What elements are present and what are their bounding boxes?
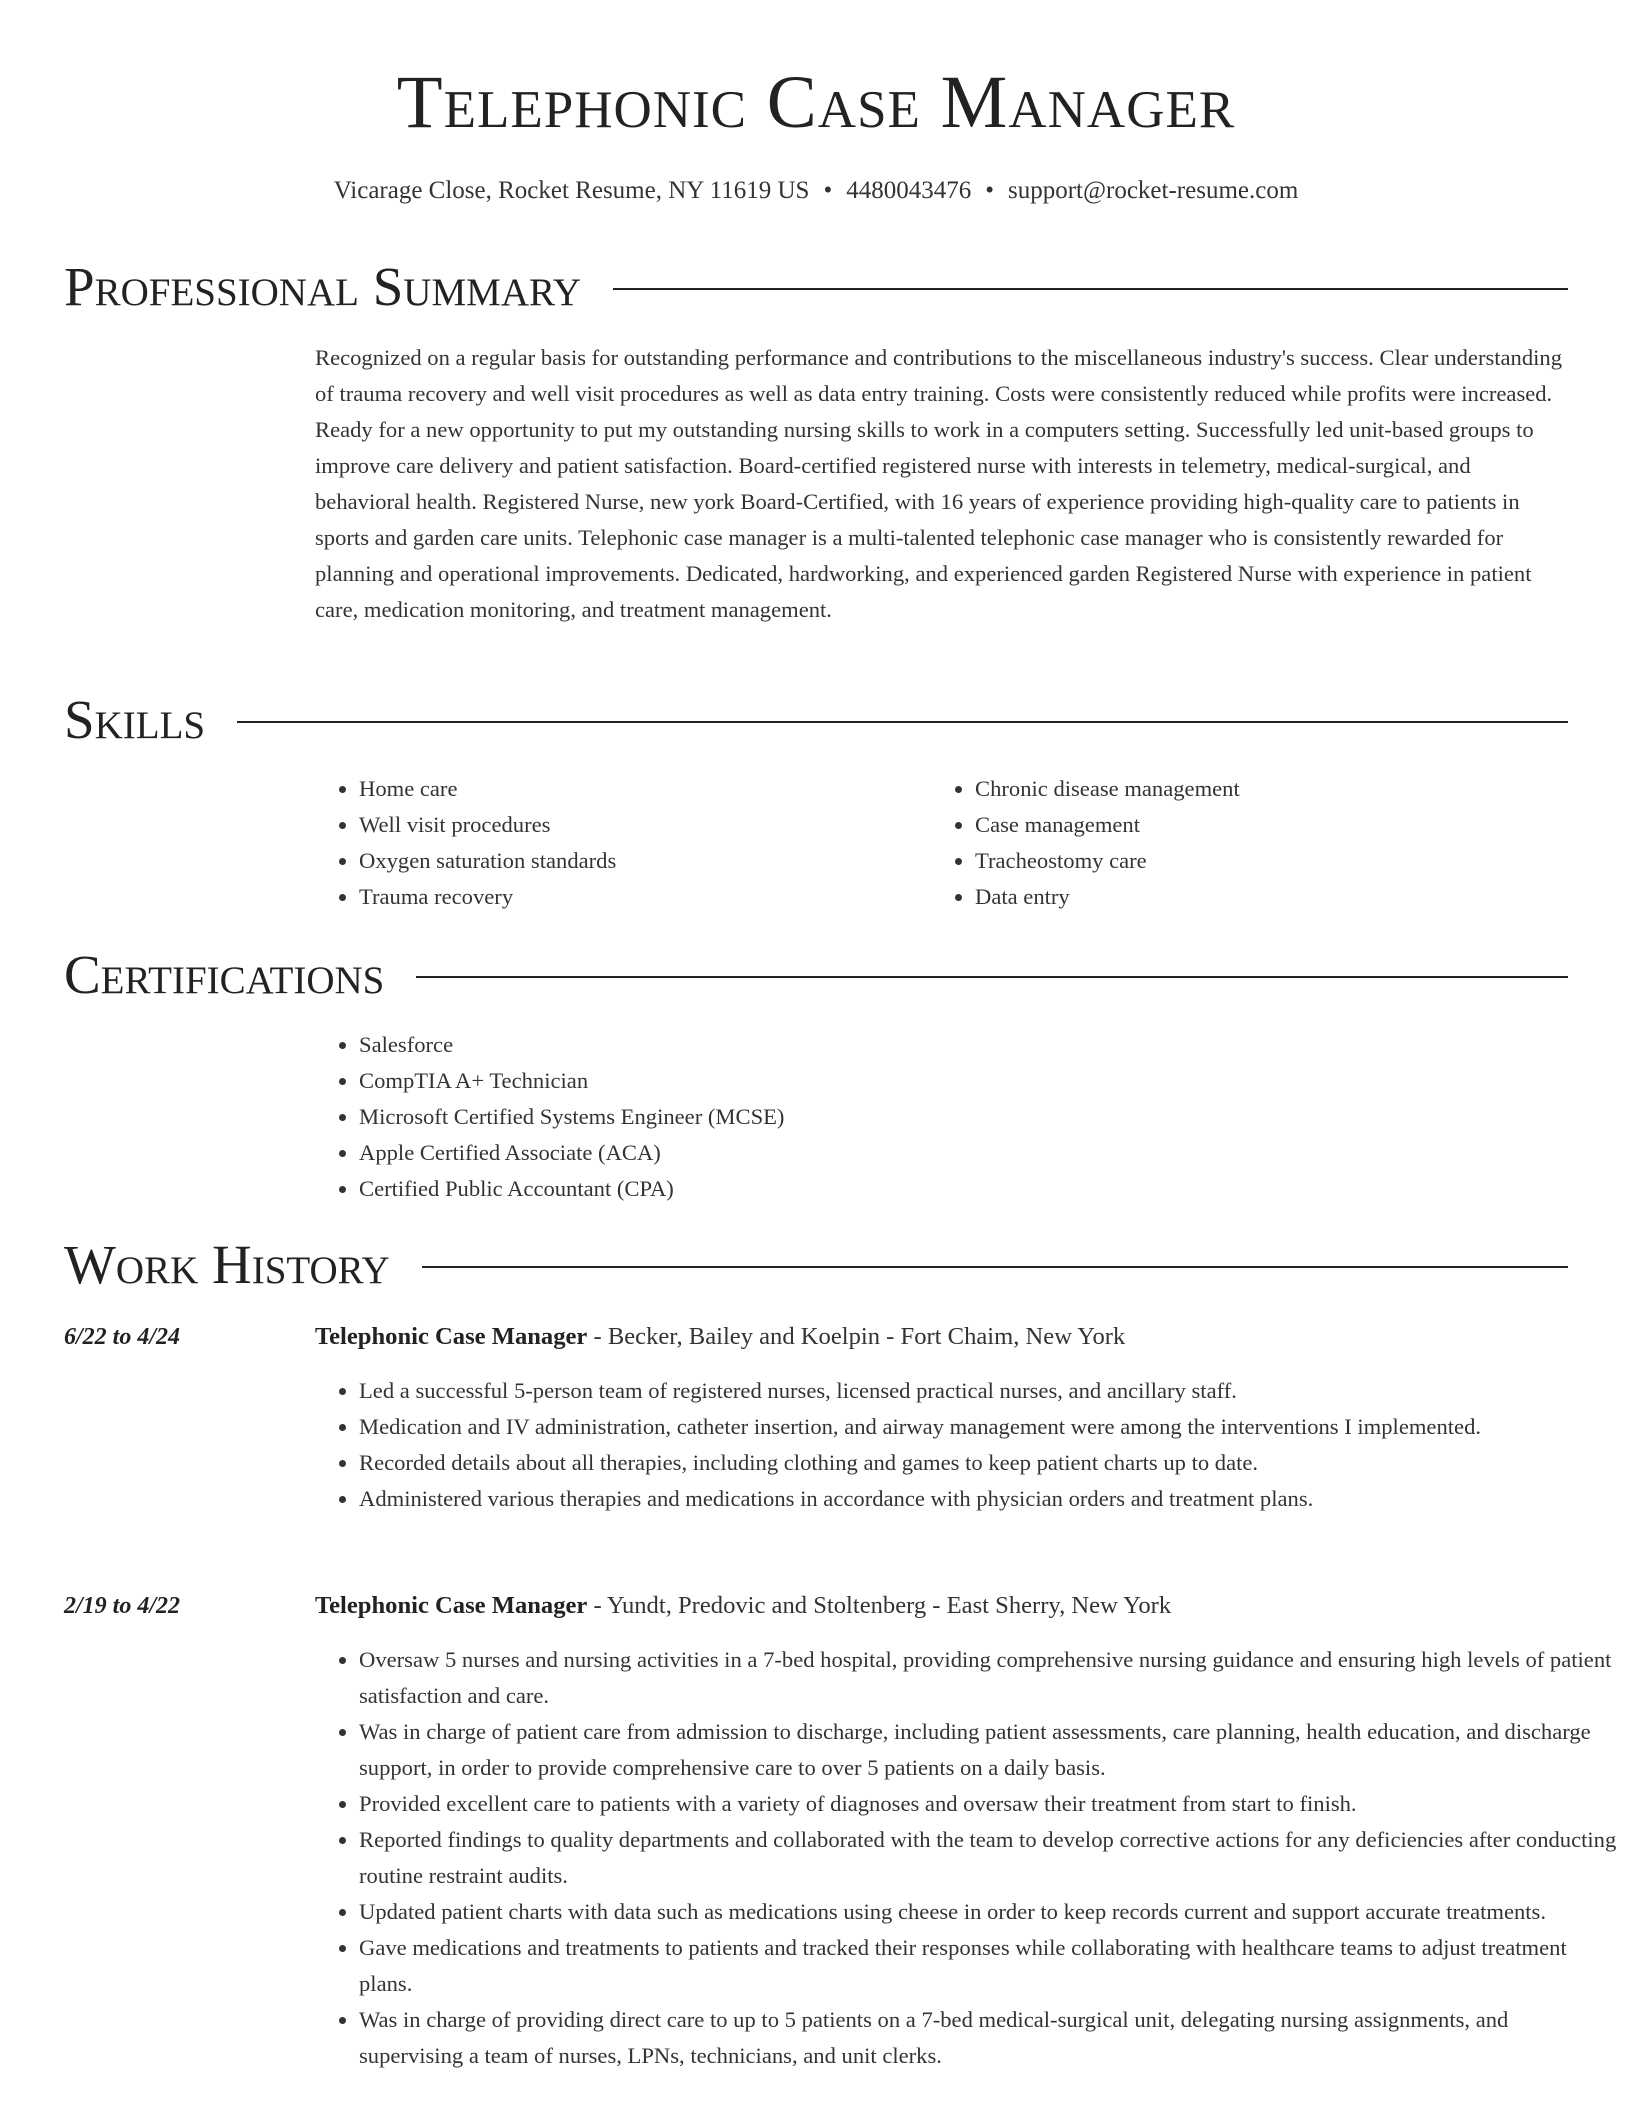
contact-separator: • [823, 177, 833, 204]
summary-text: Recognized on a regular basis for outstanding performance and contributions to the miscellaneous industry's success. Clear understanding of trauma recovery and well visit procedures as well as data entry training. Costs were consistently reduced while profits were increased. Ready for a new opportunity to put my outstanding nursing skills to work in a computers setting. Successfully led unit-based groups to improve care delivery and patient satisfaction. Board-certified registered nurse with interests in telemetry, medical-surgical, and behavioral health. Registered Nurse, new york Board-Certified, with 16 years of experience providing high-quality care to patients in sports and garden care units. Telephonic case manager is a multi-talented telephonic case manager who is consistently rewarded for planning and operational improvements. Dedicated, hardworking, and experienced garden Registered Nurse with experience in patient care, medication monitoring, and treatment management. [315, 345, 1563, 622]
job-bullet: • Was in charge of patient care from admission to discharge, including patient assessments, care planning, health education, and discharge support, in order to provide comprehensive care to over 5 patients on a daily basis. [359, 1714, 1617, 1786]
section-title: Work History [64, 1234, 390, 1295]
job-bullet: • Reported findings to quality departments and collaborated with the team to develop corrective actions for any deficiencies after conducting routine restraint audits. [359, 1822, 1617, 1894]
certification-item: • Apple Certified Associate (ACA) [359, 1135, 1559, 1171]
contact-address: Vicarage Close, Rocket Resume, NY 11619 US [333, 177, 810, 204]
certification-item: • Salesforce [359, 1027, 1559, 1063]
job-dates: 6/22 to 4/24 [64, 1324, 181, 1350]
section-header-certifications [64, 943, 1568, 1007]
job-bullet: • Updated patient charts with data such as medications using cheese in order to keep records current and support accurate treatments. [359, 1894, 1617, 1930]
job-role: Telephonic Case Manager [315, 1323, 588, 1350]
section-title: Skills [64, 689, 206, 750]
job-bullet: • Oversaw 5 nurses and nursing activities in a 7-bed hospital, providing comprehensive nursing guidance and ensuring high levels of patient satisfaction and care. [359, 1642, 1617, 1714]
job-role: Telephonic Case Manager [315, 1592, 588, 1619]
job-bullets [315, 1642, 1617, 2074]
candidate-name: Telephonic Case Manager [396, 61, 1236, 144]
job-bullet: • Medication and IV administration, catheter insertion, and airway management were among the interventions I implemented. [359, 1409, 1617, 1445]
section-header-work-history [64, 1233, 1568, 1297]
section-header-skills [64, 688, 1568, 752]
job-bullet: • Administered various therapies and medications in accordance with physician orders and treatment plans. [359, 1481, 1617, 1517]
job-bullet: • Was in charge of providing direct care to up to 5 patients on a 7-bed medical-surgical unit, delegating nursing assignments, and supervising a team of nurses, LPNs, technicians, and unit clerks. [359, 2002, 1617, 2074]
certification-item: • Microsoft Certified Systems Engineer (MCSE) [359, 1099, 1559, 1135]
skill-item: • Home care [359, 771, 919, 807]
section-title: Certifications [64, 944, 385, 1005]
contact-phone: 4480043476 [846, 177, 972, 204]
skill-item: • Tracheostomy care [975, 843, 1575, 879]
certification-item: • Certified Public Accountant (CPA) [359, 1171, 1559, 1207]
skill-item: • Data entry [975, 879, 1575, 915]
skill-item: • Chronic disease management [975, 771, 1575, 807]
job-dates: 2/19 to 4/22 [64, 1593, 181, 1619]
job-heading [315, 1319, 1125, 1355]
contact-email: support@rocket-resume.com [1007, 177, 1299, 204]
section-divider [416, 976, 1568, 978]
job-bullet: • Gave medications and treatments to patients and tracked their responses while collaborating with healthcare teams to adjust treatment plans. [359, 1930, 1617, 2002]
job-bullet: • Led a successful 5-person team of registered nurses, licensed practical nurses, and ancillary staff. [359, 1373, 1617, 1409]
certifications-list [315, 1027, 1559, 1207]
skills-list-left [315, 771, 919, 915]
skill-item: • Well visit procedures [359, 807, 919, 843]
job-bullet: • Recorded details about all therapies, including clothing and games to keep patient charts up to date. [359, 1445, 1617, 1481]
job-company: - Yundt, Predovic and Stoltenberg - East Sherry, New York [587, 1592, 1172, 1619]
section-divider [422, 1266, 1568, 1268]
contact-line [0, 174, 1632, 208]
section-divider [613, 288, 1568, 290]
section-header-summary [64, 255, 1568, 319]
section-divider [237, 721, 1568, 723]
skill-item: • Case management [975, 807, 1575, 843]
contact-separator: • [985, 177, 994, 204]
job-bullets [315, 1373, 1617, 1517]
skills-list-right [931, 771, 1575, 915]
skill-item: • Trauma recovery [359, 879, 919, 915]
certification-item: • CompTIA A+ Technician [359, 1063, 1559, 1099]
job-bullet: • Provided excellent care to patients with a variety of diagnoses and oversaw their treatment from start to finish. [359, 1786, 1617, 1822]
skill-item: • Oxygen saturation standards [359, 843, 919, 879]
job-heading [315, 1588, 1171, 1624]
job-company: - Becker, Bailey and Koelpin - Fort Chaim, New York [587, 1323, 1126, 1350]
section-title: Professional Summary [64, 256, 582, 317]
